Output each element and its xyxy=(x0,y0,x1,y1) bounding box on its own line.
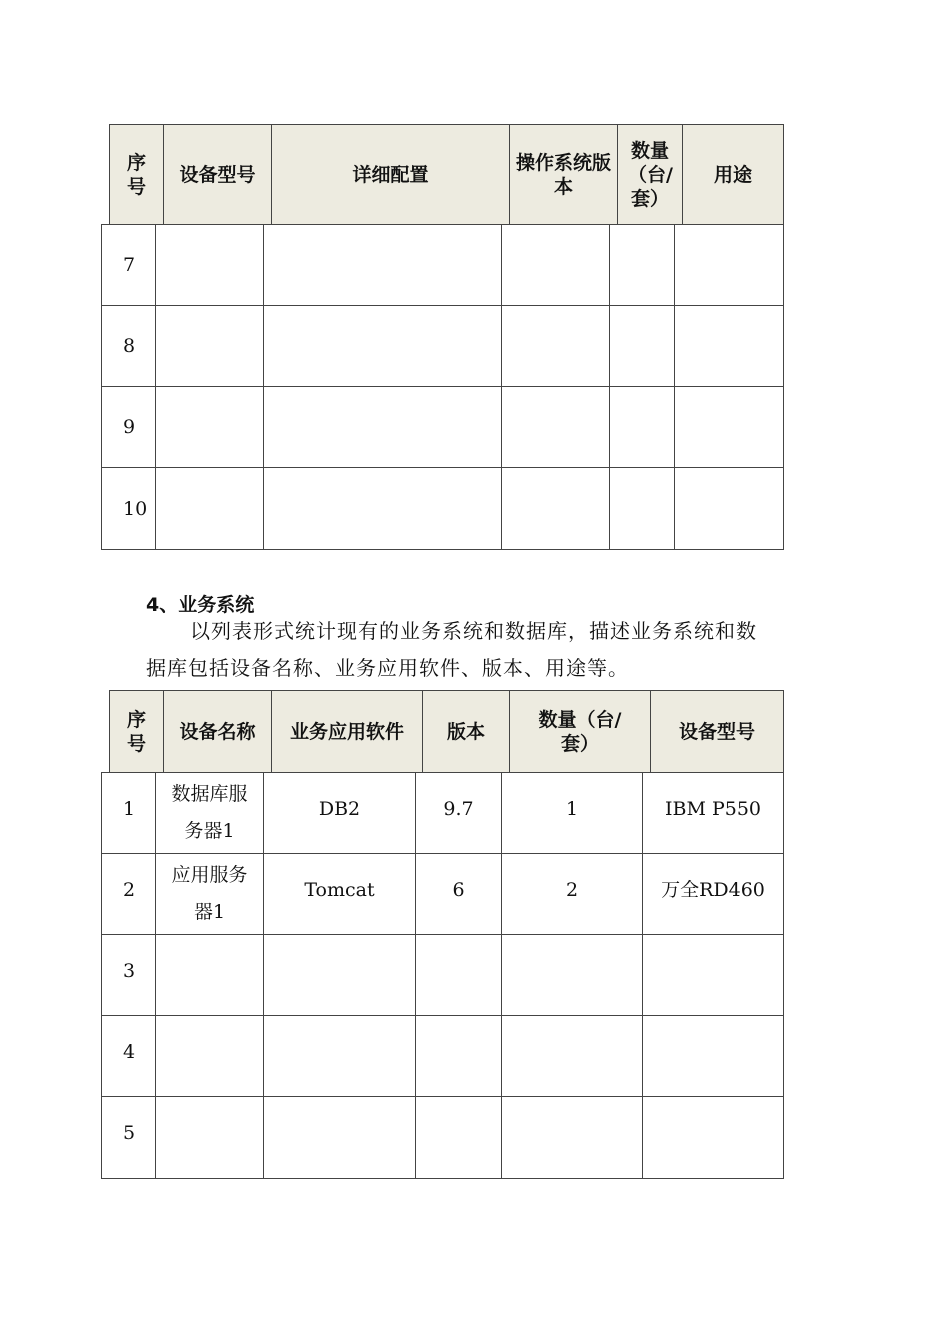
table-cell xyxy=(155,386,264,468)
table-cell xyxy=(501,1015,643,1097)
table-cell xyxy=(609,386,675,468)
table-cell xyxy=(263,305,502,387)
section-paragraph-line2: 据库包括设备名称、业务应用软件、版本、用途等。 xyxy=(146,656,629,680)
table-cell xyxy=(155,467,264,550)
table-cell xyxy=(415,1096,502,1179)
table-cell xyxy=(415,1015,502,1097)
table-cell xyxy=(501,934,643,1016)
header-device-model: 设备型号 xyxy=(163,124,272,225)
header-os-version: 操作系统版本 xyxy=(509,124,618,225)
header-quantity: 数量（台/套） xyxy=(617,124,683,225)
table-cell xyxy=(155,1015,264,1097)
table-cell xyxy=(155,224,264,306)
table-cell xyxy=(674,305,784,387)
table-cell xyxy=(155,1096,264,1179)
table-cell xyxy=(263,467,502,550)
table-cell-device-model: 万全RD460 xyxy=(642,853,784,935)
table-cell xyxy=(155,305,264,387)
header-version: 版本 xyxy=(422,690,510,773)
table-cell xyxy=(155,934,264,1016)
table-cell-serial: 5 xyxy=(101,1096,156,1179)
table-cell-serial: 1 xyxy=(101,772,156,854)
section-paragraph-line1: 以列表形式统计现有的业务系统和数据库，描述业务系统和数 xyxy=(190,619,757,643)
table-cell-serial: 10 xyxy=(101,467,156,550)
table-cell-device-model: IBM P550 xyxy=(642,772,784,854)
table-cell xyxy=(263,1096,416,1179)
header-serial-number: 序号 xyxy=(109,124,164,225)
table-cell xyxy=(263,386,502,468)
table-cell xyxy=(263,934,416,1016)
table-cell xyxy=(642,934,784,1016)
table-cell-software: Tomcat xyxy=(263,853,416,935)
header-device-model: 设备型号 xyxy=(650,690,784,773)
header-business-software: 业务应用软件 xyxy=(271,690,423,773)
header-quantity: 数量（台/套） xyxy=(509,690,651,773)
header-detailed-config: 详细配置 xyxy=(271,124,510,225)
table-cell xyxy=(501,386,610,468)
table-cell xyxy=(263,1015,416,1097)
table-cell xyxy=(263,224,502,306)
table-cell xyxy=(501,1096,643,1179)
table-cell xyxy=(501,224,610,306)
header-purpose: 用途 xyxy=(682,124,784,225)
table-cell-device-name: 应用服务器1 xyxy=(155,853,264,935)
table-cell-version: 6 xyxy=(415,853,502,935)
table-cell-device-name: 数据库服务器1 xyxy=(155,772,264,854)
table-cell-serial: 3 xyxy=(101,934,156,1016)
table-cell xyxy=(609,305,675,387)
section-heading: 4、业务系统 xyxy=(146,594,255,616)
table-cell xyxy=(609,224,675,306)
table-cell-quantity: 2 xyxy=(501,853,643,935)
table-cell-serial: 4 xyxy=(101,1015,156,1097)
table-cell xyxy=(609,467,675,550)
table-cell-software: DB2 xyxy=(263,772,416,854)
table-cell xyxy=(642,1096,784,1179)
header-device-name: 设备名称 xyxy=(163,690,272,773)
table-cell xyxy=(501,467,610,550)
table-cell xyxy=(674,224,784,306)
table-cell xyxy=(674,386,784,468)
table-cell-serial: 7 xyxy=(101,224,156,306)
table-cell-serial: 2 xyxy=(101,853,156,935)
table-cell-serial: 9 xyxy=(101,386,156,468)
table-cell xyxy=(415,934,502,1016)
table-cell xyxy=(501,305,610,387)
table-cell-version: 9.7 xyxy=(415,772,502,854)
table-cell xyxy=(674,467,784,550)
table-cell-quantity: 1 xyxy=(501,772,643,854)
header-serial-number: 序号 xyxy=(109,690,164,773)
table-cell-serial: 8 xyxy=(101,305,156,387)
table-cell xyxy=(642,1015,784,1097)
